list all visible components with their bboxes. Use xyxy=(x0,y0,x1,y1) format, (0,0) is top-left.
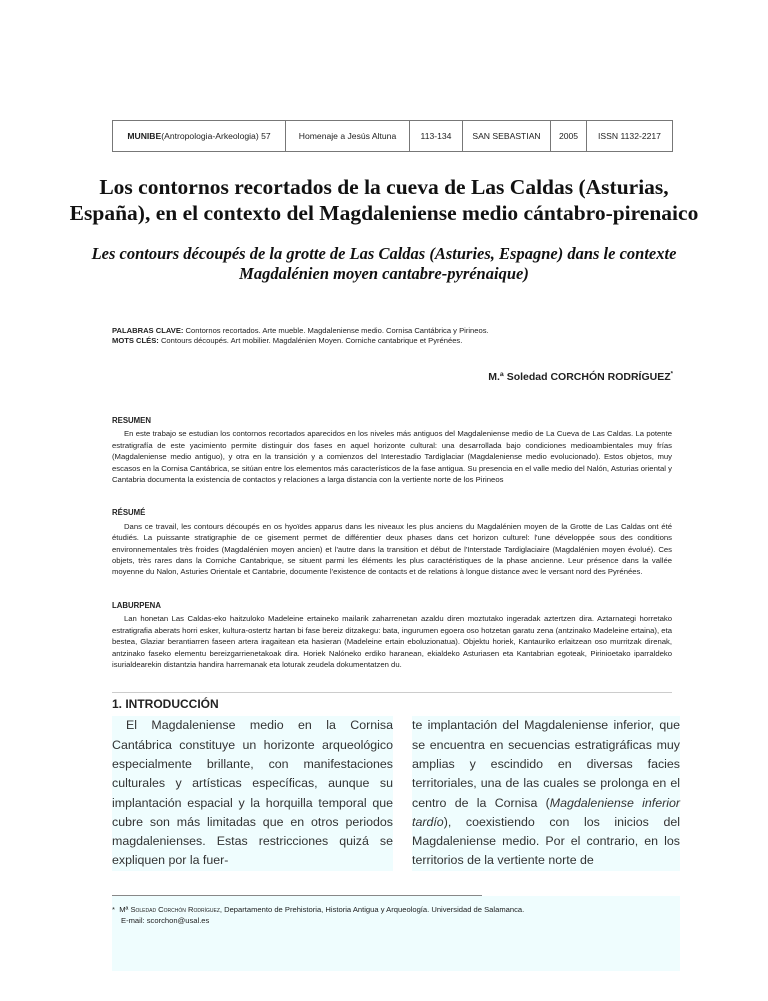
laburpena-heading: LABURPENA xyxy=(112,600,161,610)
journal-cell xyxy=(113,121,286,151)
body-text: ), coexistiendo con los inicios del Magdaleniense medio. Por el contrario, en los territorios de la vertiente norte de xyxy=(412,814,680,868)
resume-heading: RÉSUMÉ xyxy=(112,508,146,518)
article-title: Los contornos recortados de la cueva de Las Caldas (Asturias, España), en el contexto del Magdaleniense medio cántabro-pirenaico xyxy=(69,175,699,225)
body-column-right xyxy=(412,716,680,870)
footnote-affiliation: , Departamento de Prehistoria, Historia Antigua y Arqueología. Universidad de Salamanca. xyxy=(219,904,525,914)
city-cell: SAN SEBASTIAN xyxy=(463,121,551,151)
keywords-es-label: PALABRAS CLAVE: xyxy=(112,326,184,335)
resumen-text: En este trabajo se estudian los contornos recortados aparecidos en los niveles más antiguos del Magdaleniense medio de La Cueva de Las Caldas. La potente estratigrafía de este yacimiento permite distinguir dos fases en aquel horizonte cultural: una desarrollada bajo condiciones medioambientales muy frías (Magdaleniense medio antiguo), y otra en la transición y a comienzos del Interestadio Tardiglaciar (Magdaleniense medio evolucionado). Estos objetos, muy escasos en la Cornisa Cantábrica, se sitúan entre los elementos más característicos de la fase antigua. Su presencia en el valle medio del Nalón, Asturias oriental y Cantabria documenta la existencia de contactos y relaciones a larga distancia con la vertiente norte de los Pirineos xyxy=(112,429,672,485)
footnote xyxy=(112,896,680,971)
resume-text: Dans ce travail, les contours découpés en os hyoïdes apparus dans les niveaux les plus anciens du Magdalénien moyen de la Grotte de Las Caldas ont été étudiés. La puissante stratigraphie de ce gisement permet de différentier deux phases dans cet horizon culturel: l'une développée sous des conditions environnementales très froides (Magdalénien moyen ancien) et l'autre dans la transition et début de l'Interstade Tardiglaciaire (Magdalénien moyen évolué). Ces objets, très rares dans la Corniche Cantabrique, se situent parmi les éléments les plus caractéristiques de la phase ancienne. Leur présence dans la vallée moyenne du Nalon, Asturies Orientale et Cantabrie, documente l'existence de contacts et de relations à longue distance avec le versant nord des Pyrénées. xyxy=(112,521,672,577)
author-name: M.ª Soledad CORCHÓN RODRÍGUEZ xyxy=(488,371,671,383)
pages-cell: 113-134 xyxy=(410,121,463,151)
abstract-laburpena xyxy=(112,600,672,670)
body-columns xyxy=(112,716,680,870)
footnote-author: Mª Soledad Corchón Rodríguez xyxy=(119,904,220,914)
body-text: te implantación del Magdaleniense inferior, que se encuentra en secuencias estratigráficas muy amplias y escindido en diversas facies territoriales, una de las cuales se prolonga en el centro de la Cornisa ( xyxy=(412,718,680,810)
laburpena-text: Lan honetan Las Caldas-eko haitzuloko Madeleine ertaineko mailarik zaharrenetan azaldu diren moztutako ingeradak aztertzen dira. Aztarnategi horretako estratigrafia aberats horri esker, kultura-ostertz hartan bi fase bereiz ditzakegu: bata, ingurumen egoera oso hotzetan garatu zena (antzinako Madeleine ertaina), eta bestea, Glaziar berantiarren faseen artera iragaitean eta hasieran (Madeleine ertain eboluzionatua). Objektu horiek, Kantauriko erlaitzean oso murritzak direnak, antzinako faseko elementu bereizgarrienetakoak dira. Horiek Nalóneko erdiko haranean, ekialdeko Asturiasen eta Kantabrian egoteak, Pirinioetako iparraldeko isurialdearekin distantzia handira harremanak eta loturak zeudela dokumentatzen du. xyxy=(112,614,672,669)
body-column-left xyxy=(112,716,393,870)
issn-cell: ISSN 1132-2217 xyxy=(598,131,661,141)
keywords xyxy=(112,326,680,345)
keywords-fr-label: MOTS CLÉS: xyxy=(112,335,159,345)
footnote-email: E-mail: scorchon@usal.es xyxy=(121,915,210,925)
article-subtitle: Les contours découpés de la grotte de Las Caldas (Asturies, Espagne) dans le contexte Magdalénien moyen cantabre-pyrénaique) xyxy=(91,244,677,283)
journal-header-table xyxy=(112,120,673,152)
homage-cell: Homenaje a Jesús Altuna xyxy=(286,121,410,151)
body-text-italic: Magdaleniense inferior tardío xyxy=(412,795,680,829)
author-footnote-mark: * xyxy=(670,371,673,378)
section-divider xyxy=(112,692,672,693)
resumen-heading: RESUMEN xyxy=(112,416,151,425)
keywords-fr: Contours découpés. Art mobilier. Magdalénien Moyen. Corniche cantabrique et Pyrénées. xyxy=(158,335,463,345)
journal-series: (Antropologia-Arkeologia) 57 xyxy=(161,131,271,141)
abstract-resumen xyxy=(112,415,672,485)
abstract-resume xyxy=(112,507,672,577)
year-cell: 2005 xyxy=(551,121,587,151)
footnote-mark: * xyxy=(112,904,115,914)
section-heading: 1. INTRODUCCIÓN xyxy=(112,697,219,712)
author xyxy=(112,371,673,383)
keywords-es: Contornos recortados. Arte mueble. Magdaleniense medio. Cornisa Cantábrica y Pirineos. xyxy=(183,326,489,335)
body-paragraph-continued xyxy=(412,716,680,870)
journal-name: MUNIBE xyxy=(127,131,162,141)
body-paragraph: El Magdaleniense medio en la Cornisa Cantábrica constituye un horizonte arqueológico especialmente brillante, con manifestaciones culturales y artísticas específicas, aunque su implantación espacial y la horquilla temporal que cubre son más limitadas que en otros periodos magdalenienses. Estas restricciones quizá se expliquen por la fuer- xyxy=(112,718,393,868)
